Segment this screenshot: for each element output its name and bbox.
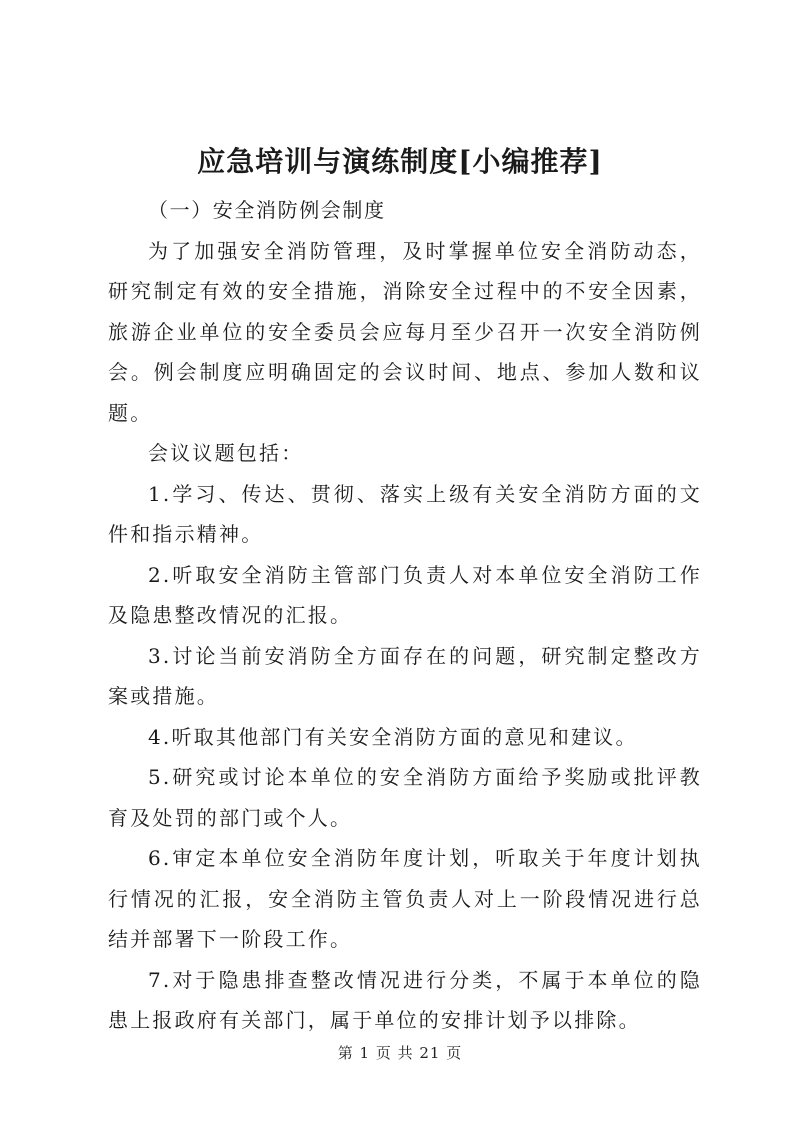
list-item-3: 3.讨论当前安消防全方面存在的问题，研究制定整改方案或措施。 <box>108 643 702 708</box>
section-heading: （一）安全消防例会制度 <box>148 198 386 222</box>
document-title: 应急培训与演练制度[小编推荐] <box>197 145 603 178</box>
paragraph-topics-heading: 会议议题包括： <box>148 441 304 465</box>
list-item-2: 2.听取安全消防主管部门负责人对本单位安全消防工作及隐患整改情况的汇报。 <box>108 562 702 627</box>
list-item-4: 4.听取其他部门有关安全消防方面的意见和建议。 <box>148 724 638 749</box>
list-item-7: 7.对于隐患排查整改情况进行分类，不属于本单位的隐患上报政府有关部门，属于单位的安排计划予以排除。 <box>108 967 702 1032</box>
paragraph-intro: 为了加强安全消防管理，及时掌握单位安全消防动态，研究制定有效的安全措施，消除安全过程中的不安全因素，旅游企业单位的安全委员会应每月至少召开一次安全消防例会。例会制度应明确固定的会议时间、地点、参加人数和议题。 <box>108 238 702 425</box>
list-item-1: 1.学习、传达、贯彻、落实上级有关安全消防方面的文件和指示精神。 <box>108 481 702 546</box>
page-number-footer: 第 1 页 共 21 页 <box>337 1044 463 1062</box>
list-item-5: 5.研究或讨论本单位的安全消防方面给予奖励或批评教育及处罚的部门或个人。 <box>108 765 702 830</box>
list-item-6: 6.审定本单位安全消防年度计划，听取关于年度计划执行情况的汇报，安全消防主管负责人对上一阶段情况进行总结并部署下一阶段工作。 <box>108 846 702 951</box>
document-body <box>108 190 702 1041</box>
